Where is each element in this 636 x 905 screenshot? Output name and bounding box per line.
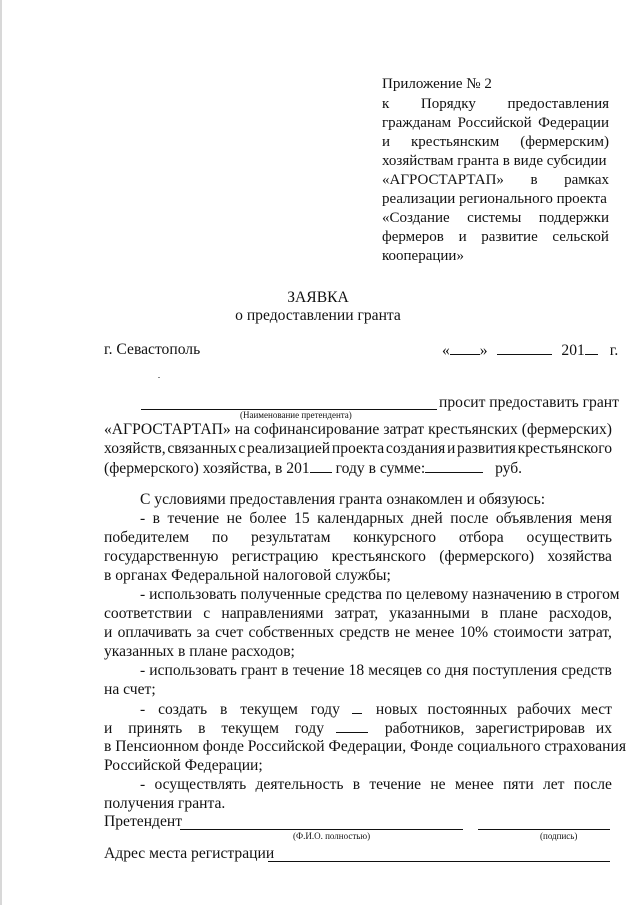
word: направлениями [221,605,324,622]
word: и [458,229,467,245]
word: в [152,510,161,527]
word: 18 [348,662,365,679]
word: после [573,776,612,793]
word: 15 [294,510,310,527]
annex-line-8 [382,210,609,227]
currency-text: руб. [495,460,523,477]
day-blank [450,341,480,355]
word: развитие [481,229,538,245]
create-jobs-text: - создать в текущем году [140,701,340,718]
word: течение [369,776,422,793]
date-field [442,341,618,360]
address-line [268,861,610,862]
annex-line-9 [382,229,609,246]
word: государственную [104,548,219,565]
word: расходов, [548,605,612,622]
word: указанными [389,605,470,622]
obligation-2-line-1: - использовать полученные средства по целевому назначению в строгом [140,586,620,603]
word: месяцев [368,662,423,679]
word: со [426,662,441,679]
word: (фермерского) [439,548,535,565]
applicant-para-line-1 [104,421,612,439]
obligation-5-line-2: получения гранта. [104,795,226,812]
word: календарных [317,510,404,527]
word: в [530,172,538,188]
signature-caption: (подпись) [540,831,578,841]
jobs-count-blank [352,700,362,714]
word: деятельность [255,776,344,793]
word: к [382,96,390,112]
word: сельской [552,229,609,245]
word: и [104,624,113,641]
signature-line [478,829,610,830]
word: менее [415,624,455,641]
annex-line-5: хозяйствам гранта в виде субсидии [382,153,607,169]
year-suffix: г. [609,342,619,359]
word: затрат, [568,624,612,641]
scan-speck [158,377,160,378]
amount-text: году в сумме: [335,460,426,477]
obligation-5-line-1 [140,776,612,794]
word: собственных [248,624,335,641]
obligation-2-line-2 [104,605,612,623]
word: крестьянского [331,548,426,565]
annex-line-7: реализации регионального проекта [382,191,607,207]
word: осуществить [526,529,612,546]
word: «АГРОСТАРТАП» [382,172,504,188]
applicant-label: Претендент [104,813,183,830]
word: фермеров [382,229,444,245]
word: дня [445,662,469,679]
hire-text: и принять в текущем году [104,720,325,737]
word: «АГРОСТАРТАП» [104,421,231,438]
request-text: просит предоставить грант [439,394,619,411]
word: - [140,662,146,679]
word: грант [240,662,278,679]
word: стоимости [493,624,564,641]
word: с [238,440,246,457]
word: плане [499,605,538,622]
annex-line-3 [382,115,609,132]
word: развития [457,440,516,457]
obligation-1-line-3 [104,548,612,566]
applicant-caption: (Наименование претендента) [240,410,352,420]
word: лет [542,776,565,793]
word: крестьянским [411,134,500,150]
word: за [196,624,210,641]
obligation-4-line-2 [104,719,612,738]
word: конкурсного [353,529,437,546]
new-jobs-text: новых постоянных рабочих мест [375,701,612,718]
word: на [234,421,250,438]
obligation-4-line-4: Российской Федерации; [104,757,263,774]
obligation-1-line-2 [104,529,612,547]
word: регистрацию [231,548,319,565]
word: счет [215,624,244,641]
word: и [382,134,391,150]
quote-open: « [442,342,450,359]
word: использовать [149,662,237,679]
word: победителем [104,529,190,546]
word: Порядку [420,96,476,112]
word: затрат, [334,605,379,622]
word: меня [579,510,612,527]
word: крестьянского [517,440,612,457]
obligation-2-line-4: указанных в плане расходов; [104,643,295,660]
word: более [249,510,287,527]
year-prefix: 201 [561,342,585,359]
obligation-1-line-4: в органах Федеральной налоговой службы; [104,567,391,584]
amount-blank [425,459,483,473]
word: отбора [458,529,504,546]
obligation-1-line-1 [140,510,612,528]
word: менее [454,776,494,793]
annex-line-4 [382,134,609,151]
city-label: г. Севастополь [104,341,201,358]
word: не [430,776,446,793]
word: Федерации [538,115,609,131]
word: реализацией [247,440,331,457]
word: после [450,510,489,527]
word: системы [467,210,522,226]
annex-number: Приложение № 2 [382,76,492,92]
word: софинансирование [253,421,380,438]
quote-close: » [479,342,488,359]
word: средств [561,662,612,679]
word: объявления [495,510,573,527]
document-title: ЗАЯВКА [287,289,349,306]
word: не [394,624,411,641]
word: предоставления [507,96,609,112]
obligation-4-line-3: в Пенсионном фонде Российской Федерации, Фонде социального страхования [104,738,627,755]
month-blank [497,341,552,355]
word: гражданам [382,115,452,131]
obligation-2-line-3 [104,624,612,642]
word: поддержки [538,210,609,226]
grant-year-blank [310,459,332,473]
word: поступления [472,662,558,679]
document-subtitle: о предоставлении гранта [235,307,401,324]
workers-text: работников, зарегистрировав их [384,720,612,737]
word: хозяйства [547,548,612,565]
word: крестьянских [428,421,518,438]
address-label: Адрес места регистрации [104,845,275,862]
word: создания [385,440,446,457]
word: в [480,605,489,622]
annex-line-6 [382,172,609,189]
obligation-3-line-2: на счет; [104,681,156,698]
word: и [446,440,456,457]
obligations-intro: С условиями предоставления гранта ознакомлен и обязуюсь: [140,491,546,508]
applicant-para-line-2 [104,440,612,458]
obligation-4-line-1 [140,700,612,719]
word: результатам [250,529,331,546]
annex-line-10: кооперации» [382,248,464,264]
word: течение [167,510,220,527]
word: - [140,510,146,527]
word: дней [411,510,443,527]
word: в [352,776,361,793]
word: «Создание [382,210,450,226]
obligation-3-line-1 [140,662,612,680]
word: течение [292,662,345,679]
word: затрат [383,421,425,438]
fio-caption: (Ф.И.О. полностью) [293,831,371,841]
word: (фермерских) [521,421,612,438]
word: с [203,605,211,622]
workers-count-blank [336,719,368,733]
word: (фермерским) [520,134,609,150]
word: - [140,776,146,793]
year-text: (фермерского) хозяйства, в 201 [104,460,310,477]
word: хозяйств, [104,440,166,457]
word: средств [339,624,390,641]
word: 10% [459,624,489,641]
word: по [212,529,229,546]
word: Российской [457,115,532,131]
word: рамках [564,172,609,188]
word: не [226,510,242,527]
word: осуществлять [154,776,247,793]
scan-left-edge [0,0,2,905]
applicant-para-line-3 [104,459,522,478]
word: в [281,662,289,679]
year-blank [585,341,598,355]
word: пяти [503,776,534,793]
fio-line [180,829,463,830]
word: оплачивать [117,624,192,641]
annex-line-2 [382,96,609,113]
word: проекта [331,440,385,457]
word: связанных [167,440,237,457]
word: соответствии [104,605,193,622]
